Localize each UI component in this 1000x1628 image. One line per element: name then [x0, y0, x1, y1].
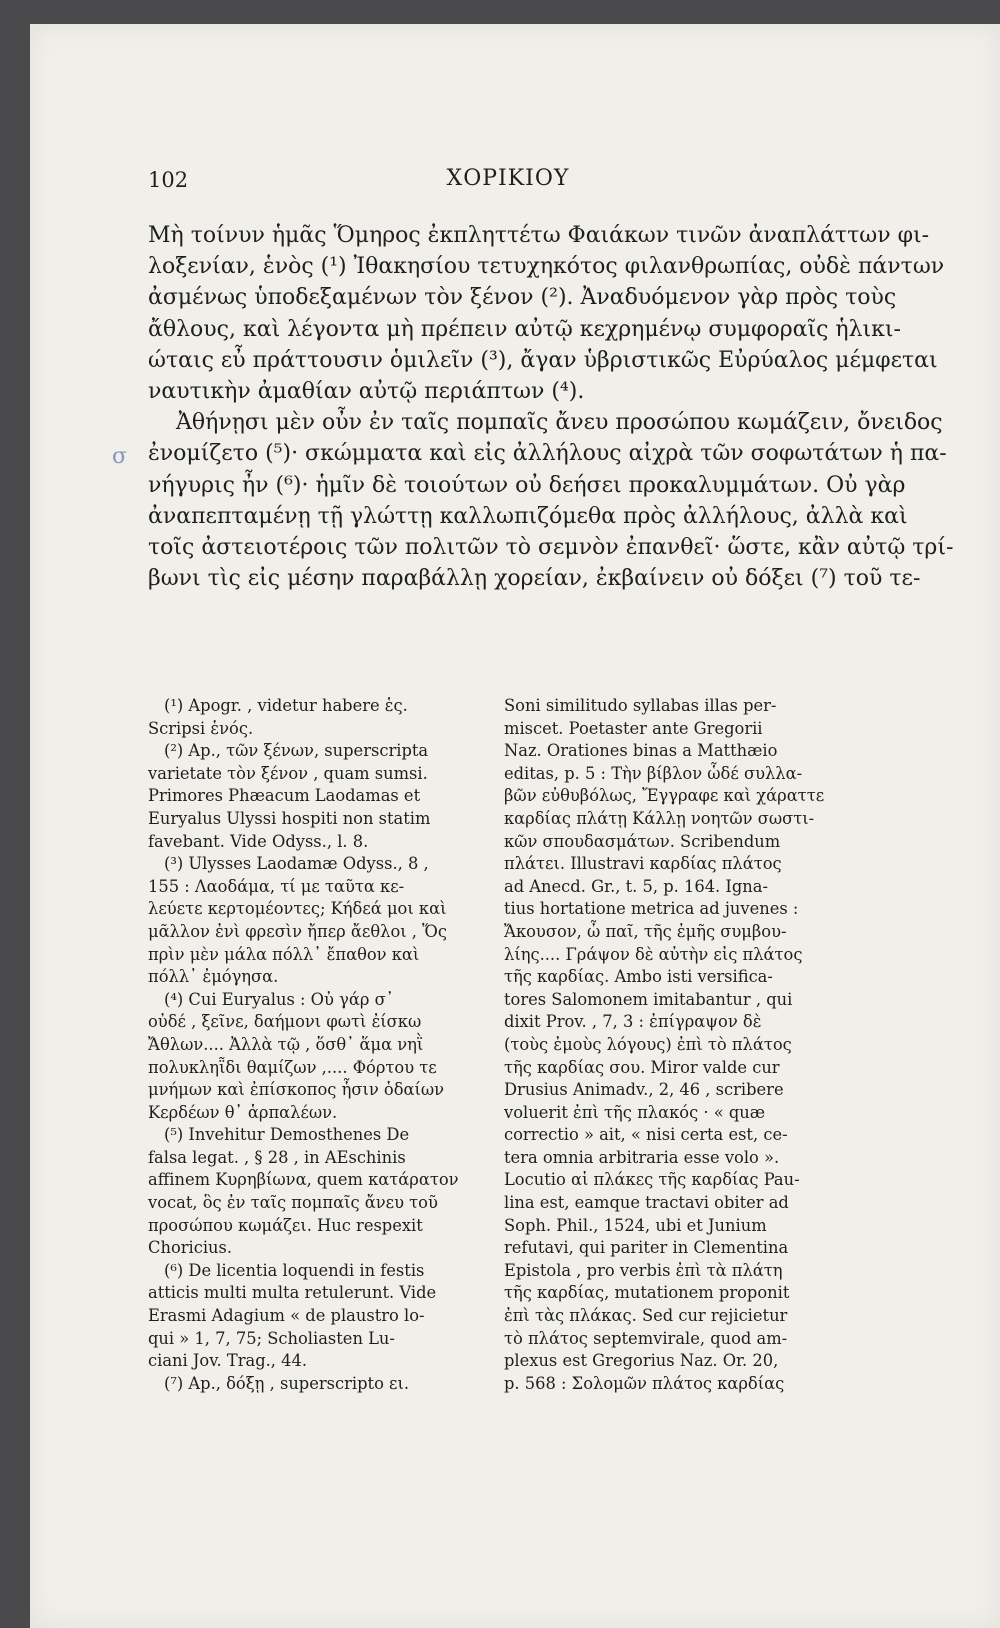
main-text-line: βωνι τὶς εἰς μέσην παραβάλλῃ χορείαν, ἐκβαίνειν οὐ δόξει (⁷) τοῦ τε-: [148, 566, 921, 592]
footnote-line: (¹) Apogr. , videtur habere ἑς.: [164, 696, 408, 715]
footnote-line: κῶν σπουδασμάτων. Scribendum: [504, 831, 781, 851]
footnote-line: λεύετε κερτομέοντες; Κήδεά μοι καὶ: [148, 899, 447, 919]
main-text-line: ἀσμένως ὑποδεξαμένων τὸν ξένον (²). Ἀναδυόμενον γὰρ πρὸς τοὺς: [148, 285, 897, 311]
footnote-line: Ἄθλων.... Ἀλλὰ τῷ , ὅσθ᾽ ἅμα νηῒ: [148, 1034, 424, 1054]
footnote-line: πρὶν μὲν μάλα πόλλ᾽ ἔπαθον καὶ: [148, 944, 420, 964]
footnote-line: μνήμων καὶ ἐπίσκοπος ἧσιν ὁδαίων: [148, 1080, 445, 1100]
footnote-line: editas, p. 5 : Τὴν βίβλον ὧδέ συλλα-: [504, 763, 803, 783]
footnote-line: Locutio αἱ πλάκες τῆς καρδίας Pau-: [504, 1170, 800, 1190]
main-text: [148, 220, 954, 594]
footnotes-left-column: [148, 695, 466, 1395]
footnote-line: lina est, eamque tractavi obiter ad: [504, 1193, 789, 1213]
footnote-line: μᾶλλον ἐνὶ φρεσὶν ἤπερ ἄεθλοι , Ὅς: [148, 921, 447, 941]
footnote-line: Epistola , pro verbis ἐπὶ τὰ πλάτη: [504, 1260, 783, 1280]
footnote-line: p. 568 : Σολομῶν πλάτος καρδίας: [504, 1373, 785, 1393]
footnote-line: (²) Ap., τῶν ξένων, superscripta: [164, 741, 429, 761]
footnote-line: Soph. Phil., 1524, ubi et Junium: [504, 1215, 767, 1235]
margin-mark: σ: [112, 444, 128, 469]
footnote-line: Κερδέων θ᾽ ἁρπαλέων.: [148, 1102, 338, 1122]
footnote-line: καρδίας πλάτῃ Κάλλῃ νοητῶν σωστι-: [504, 808, 815, 828]
footnote-line: tera omnia arbitraria esse volo ».: [504, 1147, 780, 1167]
footnote-line: tores Salomonem imitabantur , qui: [504, 989, 793, 1009]
footnote-line: πολυκληῗδι θαμίζων ,.... Φόρτου τε: [148, 1057, 437, 1077]
footnote-line: Ἄκουσον, ὦ παῖ, τῆς ἐμῆς συμβου-: [504, 921, 787, 941]
footnote-line: plexus est Gregorius Naz. Or. 20,: [504, 1351, 779, 1371]
footnote-line: Soni similitudo syllabas illas per-: [504, 696, 777, 715]
footnote-line: Choricius.: [148, 1238, 233, 1258]
main-text-line: ἀναπεπταμένῃ τῇ γλώττῃ καλλωπιζόμεθα πρὸς ἀλλήλους, ἀλλὰ καὶ: [148, 503, 908, 529]
footnote-line: Euryalus Ulyssi hospiti non statim: [148, 808, 431, 828]
footnote-line: affinem Κυρηβίωνα, quem κατάρατον: [148, 1170, 459, 1190]
main-text-line: ναυτικὴν ἀμαθίαν αὐτῷ περιάπτων (⁴).: [148, 379, 585, 405]
main-text-line: νήγυρις ἦν (⁶)· ἡμῖν δὲ τοιούτων οὐ δεήσει προκαλυμμάτων. Οὐ γὰρ: [148, 472, 906, 498]
main-text-line: ἄθλους, καὶ λέγοντα μὴ πρέπειν αὐτῷ κεχρημένῳ συμφοραῖς ἡλικι-: [148, 316, 901, 342]
main-text-line: τοῖς ἀστειοτέροις τῶν πολιτῶν τὸ σεμνὸν ἐπανθεῖ· ὥστε, κἂν αὐτῷ τρί-: [148, 535, 954, 561]
main-text-line: ώταις εὖ πράττουσιν ὁμιλεῖν (³), ἄγαν ὑβριστικῶς Εὐρύαλος μέμφεται: [148, 347, 938, 373]
footnote-line: (⁵) Invehitur Demosthenes De: [164, 1125, 410, 1145]
footnote-line: λίης.... Γράψον δὲ αὐτὴν εἰς πλάτος: [504, 944, 803, 964]
footnote-line: ciani Jov. Trag., 44.: [148, 1351, 308, 1371]
footnote-line: dixit Prov. , 7, 3 : ἐπίγραψον δὲ: [504, 1012, 762, 1032]
running-title: ΧΟΡΙΚΙΟΥ: [446, 166, 570, 191]
footnote-line: τῆς καρδίας, mutationem proponit: [504, 1283, 790, 1303]
page-number: 102: [148, 168, 189, 192]
footnote-line: τῆς καρδίας. Ambo isti versifica-: [504, 967, 773, 987]
footnote-line: correctio » ait, « nisi certa est, ce-: [504, 1125, 788, 1145]
footnote-line: refutavi, qui pariter in Clementina: [504, 1238, 789, 1258]
main-text-line: Ἀθήνῃσι μὲν οὖν ἐν ταῖς πομπαῖς ἄνευ προσώπου κωμάζειν, ὄνειδος: [176, 410, 943, 436]
footnote-line: voluerit ἐπὶ τῆς πλακός · « quæ: [504, 1102, 766, 1122]
footnote-line: miscet. Poetaster ante Gregorii: [504, 718, 763, 738]
footnote-line: vocat, ὃς ἐν ταῖς πομπαῖς ἄνευ τοῦ: [148, 1193, 438, 1213]
footnote-line: Scripsi ἑνός.: [148, 718, 254, 738]
footnote-line: Erasmi Adagium « de plaustro lo-: [148, 1306, 425, 1326]
footnote-line: προσώπου κωμάζει. Huc respexit: [148, 1215, 423, 1235]
footnote-line: atticis multi multa retulerunt. Vide: [148, 1283, 437, 1303]
running-head: [148, 160, 868, 204]
footnote-line: (⁴) Cui Euryalus : Οὐ γάρ σ᾽: [164, 989, 394, 1009]
footnote-line: τῆς καρδίας σου. Miror valde cur: [504, 1057, 780, 1077]
footnote-line: falsa legat. , § 28 , in AEschinis: [148, 1147, 406, 1167]
footnote-line: Primores Phæacum Laodamas et: [148, 786, 421, 806]
footnote-line: πόλλ᾽ ἐμόγησα.: [148, 967, 279, 987]
main-text-line: Μὴ τοίνυν ἡμᾶς Ὅμηρος ἐκπληττέτω Φαιάκων τινῶν ἀναπλάττων φι-: [148, 223, 930, 248]
footnote-line: Naz. Orationes binas a Matthæio: [504, 741, 778, 761]
footnote-line: tius hortatione metrica ad juvenes :: [504, 899, 799, 919]
footnote-line: (⁶) De licentia loquendi in festis: [164, 1260, 425, 1280]
footnotes-right-column: [504, 695, 870, 1395]
footnote-line: (τοὺς ἐμοὺς λόγους) ἐπὶ τὸ πλάτος: [504, 1034, 792, 1054]
footnote-line: ἐπὶ τὰς πλάκας. Sed cur rejicietur: [504, 1306, 788, 1326]
main-text-line: ἐνομίζετο (⁵)· σκώμματα καὶ εἰς ἀλλήλους αἰχρὰ τῶν σοφωτάτων ἡ πα-: [148, 441, 947, 467]
footnote-line: (³) Ulysses Laodamæ Odyss., 8 ,: [164, 854, 429, 874]
footnote-line: (⁷) Ap., δόξῃ , superscripto ει.: [164, 1373, 410, 1393]
footnote-line: βῶν εὐθυβόλως, Ἔγγραφε καὶ χάραττε: [504, 786, 825, 806]
footnote-line: favebant. Vide Odyss., l. 8.: [148, 831, 369, 851]
footnote-line: 155 : Λαοδάμα, τί με ταῦτα κε-: [148, 876, 405, 896]
footnote-line: ad Anecd. Gr., t. 5, p. 164. Igna-: [504, 876, 768, 896]
footnote-line: τὸ πλάτος septemvirale, quod am-: [504, 1328, 788, 1348]
footnote-line: varietate τὸν ξένον , quam sumsi.: [148, 763, 428, 783]
footnote-line: Drusius Animadv., 2, 46 , scribere: [504, 1080, 784, 1100]
footnote-line: qui » 1, 7, 75; Scholiasten Lu-: [148, 1328, 395, 1348]
footnote-line: οὐδέ , ξεῖνε, δαήμονι φωτὶ ἐίσκω: [148, 1012, 422, 1032]
main-text-line: λοξενίαν, ἑνὸς (¹) Ἰθακησίου τετυχηκότος φιλανθρωπίας, οὐδὲ πάντων: [148, 254, 945, 280]
footnote-line: πλάτει. Illustravi καρδίας πλάτος: [504, 854, 782, 874]
